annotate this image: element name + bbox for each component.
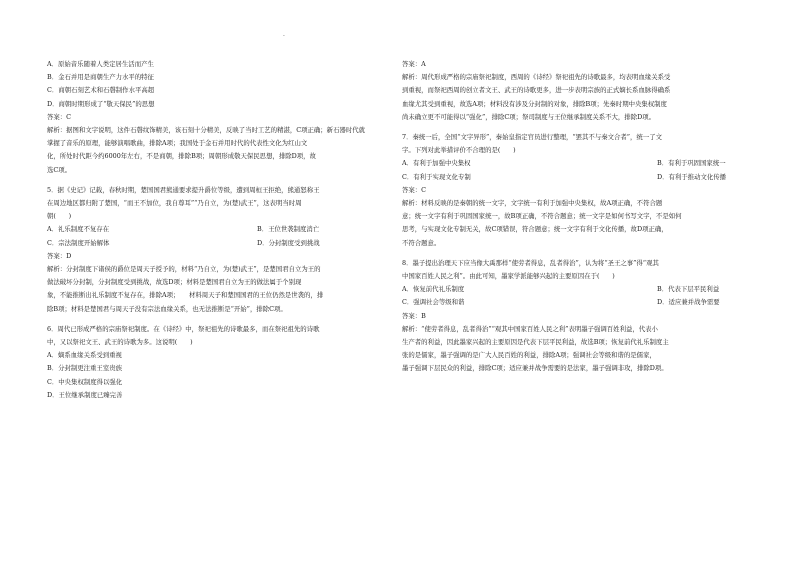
right-column bbox=[402, 58, 754, 376]
answer-option: B．代表下层平民利益 bbox=[657, 285, 720, 294]
answer-option: A．恢复前代礼乐制度 bbox=[402, 285, 465, 294]
text-line: 答案：D bbox=[47, 251, 72, 260]
section-gap bbox=[402, 124, 754, 131]
option-row bbox=[47, 237, 387, 250]
option-row bbox=[402, 171, 754, 184]
text-line: 解析：材料反映的是秦朝的统一文字，文字统一有利于加强中央集权，故A项正确，不符合题 bbox=[402, 199, 663, 208]
answer-option: A．礼乐制度不复存在 bbox=[47, 225, 110, 234]
answer-option: D．有利于推动文化传播 bbox=[657, 172, 727, 181]
text-line: 解析：“使劳者得息，乱者得治”“观其中国家百姓人民之利”表明墨子强调百姓利益，代表小 bbox=[402, 324, 658, 333]
text-line: B．分封制更注重王室贵族 bbox=[47, 364, 122, 373]
text-line: 7．秦统一后，全国“文字异形”，秦始皇指定官员进行整理，“罢其不与秦文合者”，统一了文 bbox=[402, 133, 662, 142]
text-line: 意；统一文字有利于巩固国家统一，故B项正确，不符合题意；统一文字是如何书写文字，不是如何 bbox=[402, 212, 682, 221]
text-line: 朝( ) bbox=[47, 212, 72, 221]
text-line: 5．据《史记》记载，春秋时期，楚国国君熊通要求提升爵位等级，遭到周桓王拒绝，熊通怒称王 bbox=[47, 185, 320, 194]
text-line: D．商朝时期形成了“敬天保民”的思想 bbox=[47, 99, 155, 108]
option-row bbox=[402, 157, 754, 170]
text-line: 象，不能推断出礼乐制度不复存在，排除A项； 材料周天子和楚国国君的王位仍然是世袭的，排 bbox=[47, 291, 324, 300]
answer-option: D．分封制度受到挑战 bbox=[257, 238, 320, 247]
text-line: 尚未确立更不可能得以“强化”，排除C项；祭司制度与王位继承制度关系不大，排除D项。 bbox=[402, 112, 655, 121]
text-line: 在周边地区都归附了楚国，“而王不加位，我自尊耳”“乃自立，为(楚)武王”，这表明当时周 bbox=[47, 199, 302, 208]
text-line: 答案：C bbox=[402, 185, 427, 194]
header-dot: · bbox=[283, 33, 285, 40]
text-line: 张的是儒家，墨子强调的是广大人民百姓的利益，排除A项；强调社会等级和谐的是儒家， bbox=[402, 351, 656, 360]
text-line: 到重视，而祭祀西周的创立者文王、武王的诗歌更多，进一步表明宗族的正式嫡长系血脉得确系 bbox=[402, 86, 671, 95]
answer-option: C．强调社会等级和谐 bbox=[402, 298, 465, 307]
option-row bbox=[402, 283, 754, 296]
text-line: 生产者的利益，因此墨家兴起的主要原因是代表下层平民利益，故选B项；恢复前代礼乐制度主 bbox=[402, 338, 669, 347]
left-column bbox=[47, 58, 387, 402]
text-line: 选C项。 bbox=[47, 165, 72, 174]
answer-option: A．有利于加强中央集权 bbox=[402, 159, 471, 168]
text-line: 中，又以祭祀文王、武王的诗歌为多。这说明( ) bbox=[47, 338, 193, 347]
answer-option: B．王位世袭制度消亡 bbox=[257, 225, 320, 234]
text-line: 血缘尤其受到重视，故选A项；材料没有涉及分封制的对象，排除B项；先秦时期中央集权制度 bbox=[402, 99, 667, 108]
text-line: D．王位继承制度已臻完善 bbox=[47, 390, 123, 399]
text-line: A．原始音乐随着人类定居生活而产生 bbox=[47, 60, 154, 68]
text-line: 墨子强调下层民众的利益，排除C项；适应兼并战争需要的是法家，墨子强调非攻，排除D项。 bbox=[402, 364, 668, 373]
text-line: 解析：周代形成严格的宗庙祭祀制度，西周的《诗经》祭祀祖先的诗歌最多，均表明血缘关系受 bbox=[402, 73, 671, 82]
text-line: 化，所处时代距今约6000年左右，不是商朝，排除B项；周朝形成敬天保民思想，排除D项，故 bbox=[47, 152, 316, 161]
text-line: B．金石并用是商朝生产力水平的特征 bbox=[47, 73, 154, 82]
option-row bbox=[47, 223, 387, 236]
section-gap bbox=[47, 316, 387, 323]
text-line: 答案：A bbox=[402, 60, 426, 68]
text-line: C．商朝石刻艺术和石磬制作水平高超 bbox=[47, 86, 155, 95]
option-row bbox=[402, 296, 754, 309]
text-line: 答案：B bbox=[402, 311, 426, 320]
text-line: 解析：据图和文字说明，这件石磬纹饰精美，该石刻十分精美，反映了当时工艺的精湛，C项正确；新石器时代就 bbox=[47, 126, 366, 135]
text-line: 掌握了音乐的原理，能够演唱歌曲，排除A项；我国处于金石并用时代的代表性文化为红山文 bbox=[47, 139, 308, 148]
text-line: 答案：C bbox=[47, 112, 72, 121]
text-line: 除B项；材料是楚国君与周天子没有宗法血缘关系，也无法推断是“开始”，排除C项。 bbox=[47, 304, 287, 313]
text-line: 解析：分封制度下诸侯的爵位是周天子授予的，材料“乃自立，为(楚)武王”，是楚国君自立为王的 bbox=[47, 265, 321, 274]
text-line: 中国家百姓人民之利”。由此可知，墨家学派能够兴起的主要原因在于( ) bbox=[402, 272, 615, 281]
answer-option: B．有利于巩固国家统一 bbox=[657, 159, 726, 168]
answer-option: C．宗法制度开始解体 bbox=[47, 238, 110, 247]
section-gap bbox=[47, 177, 387, 184]
text-line: 字。下列对此举措评价不合理的是( ) bbox=[402, 146, 516, 155]
text-line: 6．周代已形成严格的宗庙祭祀制度。在《诗经》中，祭祀祖先的诗歌最多，而在祭祀祖先的诗歌 bbox=[47, 324, 320, 333]
text-line: 8．墨子提出治理天下应当像大禹那样“使劳者得息，乱者得治”，认为将“圣王之事”得“观其 bbox=[402, 258, 659, 267]
text-line: C．中央集权制度得以强化 bbox=[47, 377, 123, 386]
text-line: 不符合题意。 bbox=[402, 238, 441, 247]
text-line: 思考，与实现文化专制无关，故C项错误，符合题意；统一文字有利于文化传播，故D项正确， bbox=[402, 225, 668, 234]
text-line: A．嫡系血缘关系受到重视 bbox=[47, 351, 122, 360]
text-line: 做法破坏分封制，分封制度受到挑战，故选D项；材料是楚国君自立为王的做法属于个别现 bbox=[47, 278, 302, 287]
answer-option: D．适应兼并战争需要 bbox=[657, 298, 720, 307]
answer-option: C．有利于实现文化专制 bbox=[402, 172, 471, 181]
section-gap bbox=[402, 250, 754, 257]
